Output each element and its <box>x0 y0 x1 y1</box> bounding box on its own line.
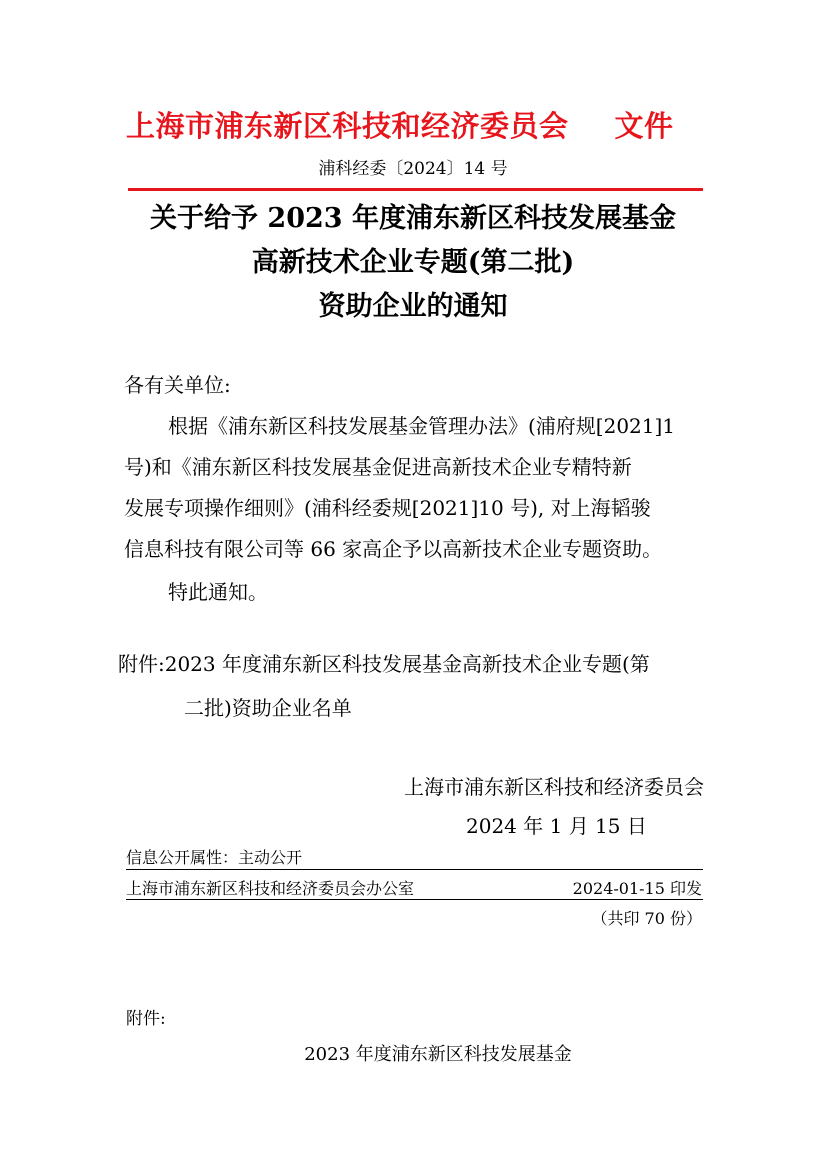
document-word: 文件 <box>614 109 674 143</box>
salutation: 各有关单位: <box>124 373 231 397</box>
paragraph-line: 发展专项操作细则》(浦科经委规[2021]10 号), 对上海韬骏 <box>124 496 651 520</box>
copies-count: （共印 70 份） <box>591 909 702 928</box>
paragraph-line: 根据《浦东新区科技发展基金管理办法》(浦府规[2021]1 <box>168 414 676 438</box>
signature-date: 2024 年 1 月 15 日 <box>466 814 647 838</box>
annex-heading: 2023 年度浦东新区科技发展基金 <box>304 1044 572 1065</box>
title-line-1: 关于给予 2023 年度浦东新区科技发展基金 <box>150 203 676 234</box>
document-header <box>126 104 674 145</box>
footer-rule-top <box>126 869 703 870</box>
attachment-line-2: 二批)资助企业名单 <box>184 696 352 720</box>
footer-rule-bottom <box>126 899 703 900</box>
disclosure-attribute: 信息公开属性：主动公开 <box>126 848 303 867</box>
issuing-office: 上海市浦东新区科技和经济委员会办公室 <box>126 879 415 898</box>
title-line-2: 高新技术企业专题(第二批) <box>251 247 575 278</box>
paragraph-line: 号)和《浦东新区科技发展基金促进高新技术企业专精特新 <box>124 455 632 479</box>
title-line-3: 资助企业的通知 <box>318 291 508 322</box>
issuing-org-name: 上海市浦东新区科技和经济委员会 <box>126 109 569 143</box>
red-divider <box>128 188 703 191</box>
paragraph-line: 信息科技有限公司等 66 家高企予以高新技术企业专题资助。 <box>124 537 663 561</box>
signature-org: 上海市浦东新区科技和经济委员会 <box>404 775 704 799</box>
attachment-line-1: 附件:2023 年度浦东新区科技发展基金高新技术企业专题(第 <box>118 652 650 676</box>
print-date: 2024-01-15 印发 <box>572 879 702 898</box>
annex-label: 附件: <box>126 1009 166 1029</box>
document-number: 浦科经委〔2024〕14 号 <box>318 159 508 179</box>
closing-remark: 特此通知。 <box>168 580 268 604</box>
